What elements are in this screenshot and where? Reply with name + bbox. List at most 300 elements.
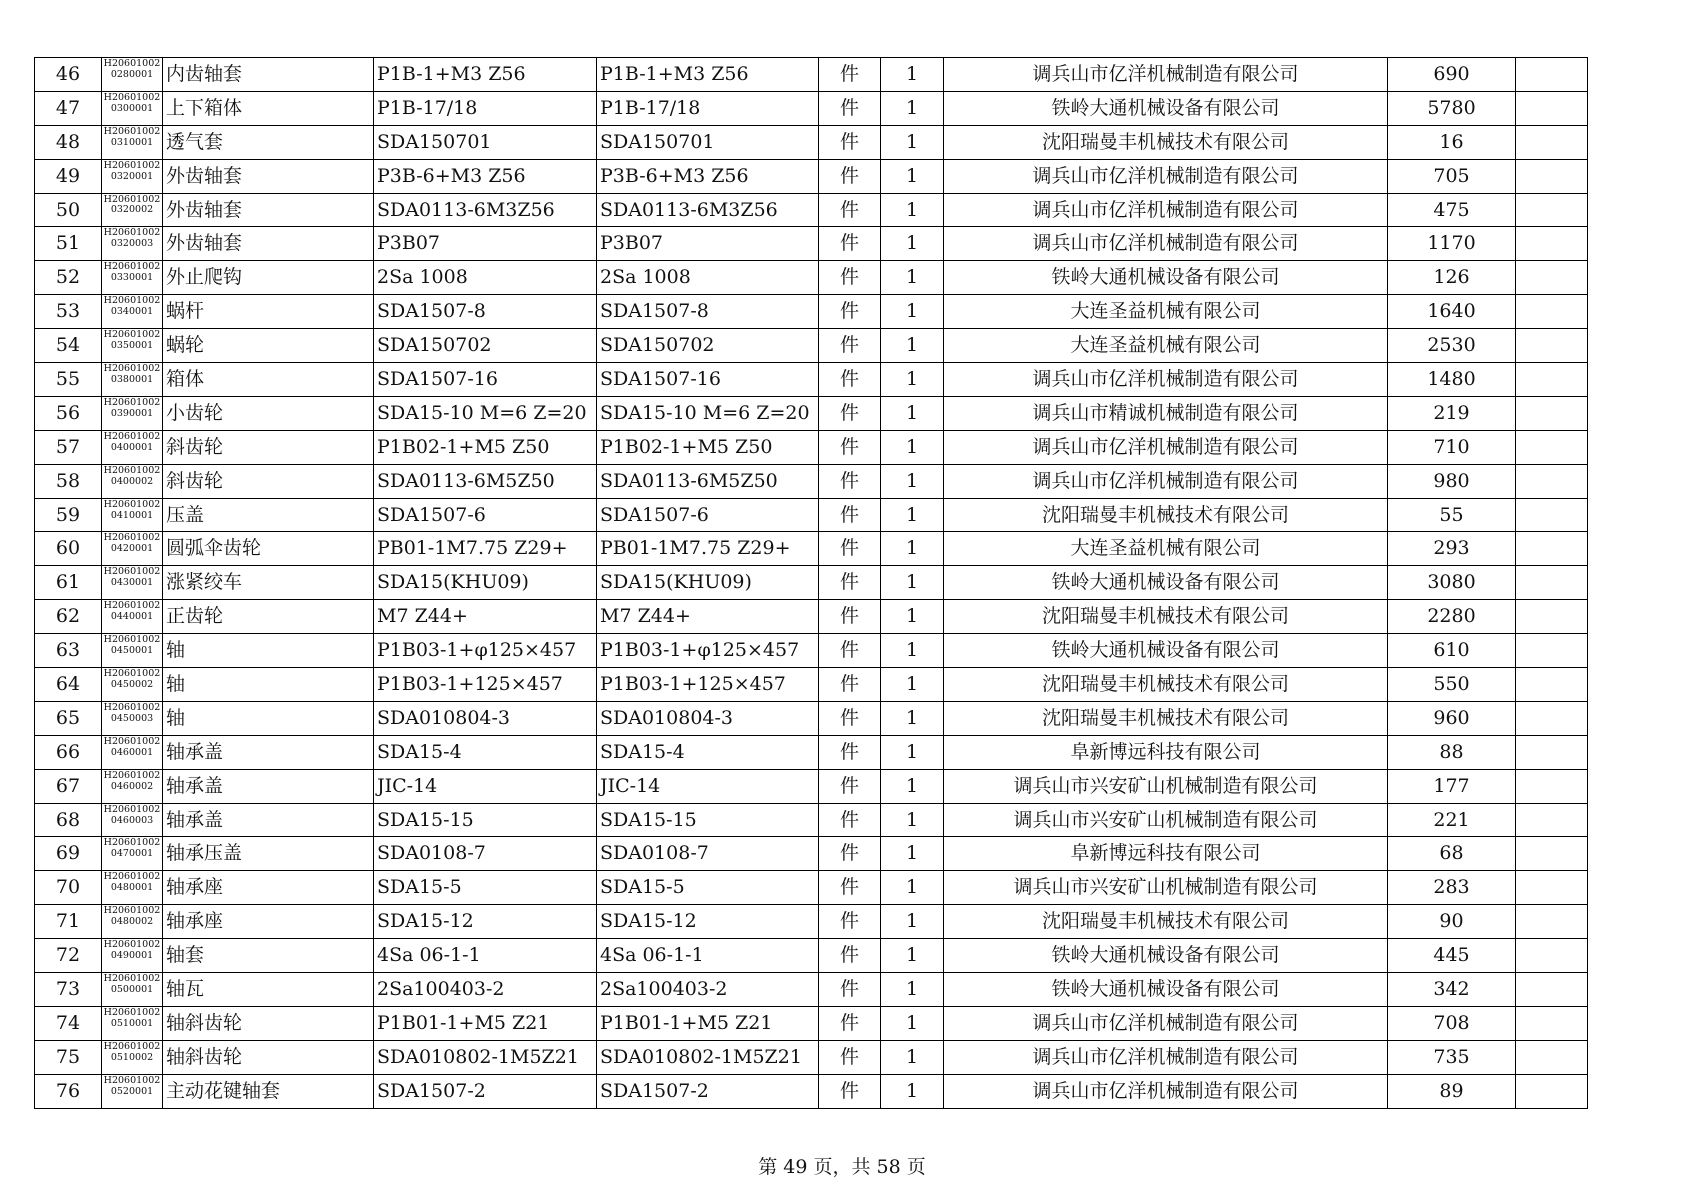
quantity-cell: 1 [881, 498, 944, 532]
part-model-cell: SDA15-4 [597, 735, 819, 769]
page-footer: 第 49 页，共 58 页 [758, 1156, 926, 1178]
material-code-top: H20601002 [103, 464, 161, 476]
part-model-cell: P3B07 [597, 227, 819, 261]
material-code-top: H20601002 [103, 871, 161, 883]
part-name-cell: 外止爬钩 [163, 261, 374, 295]
material-code-cell [102, 668, 163, 702]
quantity-cell: 1 [881, 1074, 944, 1108]
part-spec-cell: SDA15-4 [374, 735, 597, 769]
row-index-cell: 76 [35, 1074, 102, 1108]
row-index-cell: 54 [35, 329, 102, 363]
material-code-bottom: 0490001 [110, 950, 154, 962]
unit-cell: 件 [819, 1040, 881, 1074]
part-name-cell: 轴斜齿轮 [163, 1040, 374, 1074]
material-code-top: H20601002 [103, 329, 161, 341]
material-code-bottom: 0510002 [110, 1051, 154, 1063]
part-model-cell: SDA010802-1M5Z21 [597, 1040, 819, 1074]
part-model-cell: PB01-1M7.75 Z29+ [597, 532, 819, 566]
price-cell: 710 [1388, 430, 1516, 464]
material-code-top: H20601002 [103, 261, 161, 273]
material-code-top: H20601002 [103, 634, 161, 646]
material-code-bottom: 0460003 [110, 814, 154, 826]
table-row [35, 871, 1588, 905]
unit-cell: 件 [819, 1074, 881, 1108]
row-index-cell: 73 [35, 973, 102, 1007]
part-name-cell: 箱体 [163, 363, 374, 397]
part-spec-cell: SDA15-12 [374, 905, 597, 939]
table-row [35, 634, 1588, 668]
material-code-top: H20601002 [103, 125, 161, 137]
price-cell: 475 [1388, 193, 1516, 227]
material-code-cell [102, 193, 163, 227]
unit-cell: 件 [819, 125, 881, 159]
note-cell [1516, 701, 1588, 735]
price-cell: 705 [1388, 159, 1516, 193]
price-cell: 5780 [1388, 91, 1516, 125]
supplier-cell: 调兵山市兴安矿山机械制造有限公司 [944, 871, 1388, 905]
parts-table [34, 57, 1588, 1109]
supplier-cell: 铁岭大通机械设备有限公司 [944, 973, 1388, 1007]
note-cell [1516, 837, 1588, 871]
price-cell: 1480 [1388, 363, 1516, 397]
supplier-cell: 调兵山市亿洋机械制造有限公司 [944, 58, 1388, 92]
note-cell [1516, 464, 1588, 498]
part-model-cell: 2Sa100403-2 [597, 973, 819, 1007]
quantity-cell: 1 [881, 396, 944, 430]
material-code-cell [102, 329, 163, 363]
note-cell [1516, 125, 1588, 159]
material-code-bottom: 0450003 [110, 712, 154, 724]
unit-cell: 件 [819, 939, 881, 973]
material-code-top: H20601002 [103, 159, 161, 171]
material-code-top: H20601002 [103, 1074, 161, 1086]
supplier-cell: 调兵山市亿洋机械制造有限公司 [944, 464, 1388, 498]
part-spec-cell: SDA15-10 M=6 Z=20 [374, 396, 597, 430]
material-code-top: H20601002 [103, 363, 161, 375]
quantity-cell: 1 [881, 193, 944, 227]
part-name-cell: 轴套 [163, 939, 374, 973]
part-model-cell: SDA15-5 [597, 871, 819, 905]
part-model-cell: SDA150701 [597, 125, 819, 159]
material-code-cell [102, 363, 163, 397]
unit-cell: 件 [819, 1006, 881, 1040]
row-index-cell: 52 [35, 261, 102, 295]
unit-cell: 件 [819, 532, 881, 566]
material-code-bottom: 0380001 [110, 373, 154, 385]
part-name-cell: 轴承座 [163, 871, 374, 905]
part-name-cell: 轴承压盖 [163, 837, 374, 871]
row-index-cell: 62 [35, 600, 102, 634]
price-cell: 708 [1388, 1006, 1516, 1040]
table-row [35, 498, 1588, 532]
part-model-cell: SDA010804-3 [597, 701, 819, 735]
part-name-cell: 轴承座 [163, 905, 374, 939]
row-index-cell: 55 [35, 363, 102, 397]
table-row [35, 125, 1588, 159]
price-cell: 980 [1388, 464, 1516, 498]
table-row [35, 600, 1588, 634]
part-name-cell: 轴承盖 [163, 735, 374, 769]
material-code-cell [102, 735, 163, 769]
unit-cell: 件 [819, 973, 881, 1007]
price-cell: 16 [1388, 125, 1516, 159]
quantity-cell: 1 [881, 973, 944, 1007]
price-cell: 126 [1388, 261, 1516, 295]
note-cell [1516, 159, 1588, 193]
part-name-cell: 内齿轴套 [163, 58, 374, 92]
quantity-cell: 1 [881, 363, 944, 397]
price-cell: 1640 [1388, 295, 1516, 329]
note-cell [1516, 1074, 1588, 1108]
material-code-bottom: 0410001 [110, 509, 154, 521]
part-spec-cell: P1B-17/18 [374, 91, 597, 125]
table-row [35, 1074, 1588, 1108]
row-index-cell: 65 [35, 701, 102, 735]
table-row [35, 939, 1588, 973]
row-index-cell: 75 [35, 1040, 102, 1074]
material-code-bottom: 0440001 [110, 611, 154, 623]
price-cell: 55 [1388, 498, 1516, 532]
quantity-cell: 1 [881, 600, 944, 634]
row-index-cell: 60 [35, 532, 102, 566]
supplier-cell: 大连圣益机械有限公司 [944, 532, 1388, 566]
price-cell: 550 [1388, 668, 1516, 702]
row-index-cell: 70 [35, 871, 102, 905]
unit-cell: 件 [819, 803, 881, 837]
supplier-cell: 调兵山市亿洋机械制造有限公司 [944, 1074, 1388, 1108]
part-name-cell: 轴 [163, 668, 374, 702]
note-cell [1516, 498, 1588, 532]
table-row [35, 701, 1588, 735]
quantity-cell: 1 [881, 227, 944, 261]
material-code-top: H20601002 [103, 430, 161, 442]
supplier-cell: 铁岭大通机械设备有限公司 [944, 566, 1388, 600]
material-code-bottom: 0480002 [110, 916, 154, 928]
supplier-cell: 大连圣益机械有限公司 [944, 295, 1388, 329]
part-spec-cell: P1B-1+M3 Z56 [374, 58, 597, 92]
material-code-bottom: 0400001 [110, 441, 154, 453]
table-row [35, 363, 1588, 397]
table-row [35, 261, 1588, 295]
part-name-cell: 轴 [163, 634, 374, 668]
part-spec-cell: SDA15-15 [374, 803, 597, 837]
part-spec-cell: SDA150702 [374, 329, 597, 363]
table-row [35, 329, 1588, 363]
supplier-cell: 铁岭大通机械设备有限公司 [944, 939, 1388, 973]
material-code-top: H20601002 [103, 227, 161, 239]
material-code-top: H20601002 [103, 668, 161, 680]
material-code-bottom: 0510001 [110, 1017, 154, 1029]
parts-table-body [35, 58, 1588, 1109]
quantity-cell: 1 [881, 701, 944, 735]
part-model-cell: P1B03-1+125×457 [597, 668, 819, 702]
price-cell: 342 [1388, 973, 1516, 1007]
supplier-cell: 沈阳瑞曼丰机械技术有限公司 [944, 701, 1388, 735]
row-index-cell: 68 [35, 803, 102, 837]
material-code-top: H20601002 [103, 193, 161, 205]
table-row [35, 837, 1588, 871]
part-model-cell: SDA0113-6M3Z56 [597, 193, 819, 227]
part-spec-cell: P1B03-1+φ125×457 [374, 634, 597, 668]
price-cell: 221 [1388, 803, 1516, 837]
unit-cell: 件 [819, 634, 881, 668]
part-name-cell: 斜齿轮 [163, 464, 374, 498]
material-code-cell [102, 430, 163, 464]
material-code-bottom: 0310001 [110, 136, 154, 148]
part-spec-cell: P1B01-1+M5 Z21 [374, 1006, 597, 1040]
quantity-cell: 1 [881, 295, 944, 329]
material-code-top: H20601002 [103, 396, 161, 408]
material-code-bottom: 0500001 [110, 983, 154, 995]
table-row [35, 566, 1588, 600]
part-name-cell: 透气套 [163, 125, 374, 159]
material-code-top: H20601002 [103, 600, 161, 612]
row-index-cell: 50 [35, 193, 102, 227]
material-code-bottom: 0300001 [110, 102, 154, 114]
unit-cell: 件 [819, 769, 881, 803]
row-index-cell: 49 [35, 159, 102, 193]
material-code-bottom: 0450001 [110, 645, 154, 657]
unit-cell: 件 [819, 498, 881, 532]
note-cell [1516, 532, 1588, 566]
unit-cell: 件 [819, 735, 881, 769]
quantity-cell: 1 [881, 769, 944, 803]
part-model-cell: P1B-1+M3 Z56 [597, 58, 819, 92]
material-code-cell [102, 973, 163, 1007]
quantity-cell: 1 [881, 430, 944, 464]
unit-cell: 件 [819, 701, 881, 735]
unit-cell: 件 [819, 295, 881, 329]
unit-cell: 件 [819, 464, 881, 498]
row-index-cell: 69 [35, 837, 102, 871]
supplier-cell: 调兵山市精诚机械制造有限公司 [944, 396, 1388, 430]
material-code-top: H20601002 [103, 498, 161, 510]
material-code-top: H20601002 [103, 939, 161, 951]
price-cell: 283 [1388, 871, 1516, 905]
note-cell [1516, 1040, 1588, 1074]
part-model-cell: SDA1507-16 [597, 363, 819, 397]
material-code-bottom: 0460002 [110, 780, 154, 792]
part-model-cell: SDA15-15 [597, 803, 819, 837]
table-row [35, 430, 1588, 464]
note-cell [1516, 430, 1588, 464]
part-name-cell: 斜齿轮 [163, 430, 374, 464]
part-name-cell: 轴承盖 [163, 803, 374, 837]
quantity-cell: 1 [881, 91, 944, 125]
quantity-cell: 1 [881, 837, 944, 871]
row-index-cell: 46 [35, 58, 102, 92]
row-index-cell: 63 [35, 634, 102, 668]
quantity-cell: 1 [881, 735, 944, 769]
material-code-top: H20601002 [103, 837, 161, 849]
part-model-cell: P1B-17/18 [597, 91, 819, 125]
part-name-cell: 外齿轴套 [163, 227, 374, 261]
material-code-bottom: 0430001 [110, 577, 154, 589]
part-spec-cell: SDA0108-7 [374, 837, 597, 871]
material-code-cell [102, 1040, 163, 1074]
part-name-cell: 轴瓦 [163, 973, 374, 1007]
note-cell [1516, 735, 1588, 769]
row-index-cell: 64 [35, 668, 102, 702]
supplier-cell: 铁岭大通机械设备有限公司 [944, 91, 1388, 125]
part-spec-cell: SDA0113-6M3Z56 [374, 193, 597, 227]
quantity-cell: 1 [881, 159, 944, 193]
material-code-top: H20601002 [103, 295, 161, 307]
quantity-cell: 1 [881, 1006, 944, 1040]
row-index-cell: 67 [35, 769, 102, 803]
supplier-cell: 调兵山市亿洋机械制造有限公司 [944, 1006, 1388, 1040]
row-index-cell: 53 [35, 295, 102, 329]
material-code-top: H20601002 [103, 769, 161, 781]
note-cell [1516, 193, 1588, 227]
supplier-cell: 沈阳瑞曼丰机械技术有限公司 [944, 905, 1388, 939]
note-cell [1516, 939, 1588, 973]
table-row [35, 803, 1588, 837]
part-name-cell: 圆弧伞齿轮 [163, 532, 374, 566]
part-spec-cell: SDA15(KHU09) [374, 566, 597, 600]
quantity-cell: 1 [881, 668, 944, 702]
material-code-bottom: 0280001 [110, 68, 154, 80]
quantity-cell: 1 [881, 329, 944, 363]
material-code-bottom: 0400002 [110, 475, 154, 487]
table-row [35, 227, 1588, 261]
note-cell [1516, 363, 1588, 397]
supplier-cell: 铁岭大通机械设备有限公司 [944, 634, 1388, 668]
price-cell: 3080 [1388, 566, 1516, 600]
quantity-cell: 1 [881, 125, 944, 159]
quantity-cell: 1 [881, 905, 944, 939]
quantity-cell: 1 [881, 871, 944, 905]
supplier-cell: 调兵山市亿洋机械制造有限公司 [944, 227, 1388, 261]
table-row [35, 464, 1588, 498]
part-name-cell: 外齿轴套 [163, 193, 374, 227]
material-code-top: H20601002 [103, 1006, 161, 1018]
material-code-top: H20601002 [103, 803, 161, 815]
supplier-cell: 调兵山市亿洋机械制造有限公司 [944, 430, 1388, 464]
part-spec-cell: SDA1507-6 [374, 498, 597, 532]
supplier-cell: 大连圣益机械有限公司 [944, 329, 1388, 363]
material-code-bottom: 0520001 [110, 1085, 154, 1097]
material-code-bottom: 0350001 [110, 340, 154, 352]
supplier-cell: 调兵山市亿洋机械制造有限公司 [944, 363, 1388, 397]
quantity-cell: 1 [881, 939, 944, 973]
part-spec-cell: SDA1507-16 [374, 363, 597, 397]
material-code-bottom: 0390001 [110, 407, 154, 419]
row-index-cell: 58 [35, 464, 102, 498]
table-row [35, 91, 1588, 125]
material-code-cell [102, 837, 163, 871]
part-name-cell: 涨紧绞车 [163, 566, 374, 600]
table-row [35, 905, 1588, 939]
supplier-cell: 调兵山市亿洋机械制造有限公司 [944, 159, 1388, 193]
part-name-cell: 小齿轮 [163, 396, 374, 430]
material-code-cell [102, 871, 163, 905]
part-model-cell: P3B-6+M3 Z56 [597, 159, 819, 193]
part-name-cell: 上下箱体 [163, 91, 374, 125]
part-model-cell: P1B01-1+M5 Z21 [597, 1006, 819, 1040]
material-code-cell [102, 1074, 163, 1108]
part-name-cell: 蜗轮 [163, 329, 374, 363]
note-cell [1516, 1006, 1588, 1040]
note-cell [1516, 227, 1588, 261]
part-model-cell: 4Sa 06-1-1 [597, 939, 819, 973]
material-code-cell [102, 1006, 163, 1040]
material-code-top: H20601002 [103, 58, 161, 69]
part-spec-cell: SDA1507-8 [374, 295, 597, 329]
price-cell: 2530 [1388, 329, 1516, 363]
part-spec-cell: P3B-6+M3 Z56 [374, 159, 597, 193]
material-code-cell [102, 532, 163, 566]
quantity-cell: 1 [881, 532, 944, 566]
supplier-cell: 调兵山市亿洋机械制造有限公司 [944, 1040, 1388, 1074]
part-model-cell: SDA0113-6M5Z50 [597, 464, 819, 498]
row-index-cell: 74 [35, 1006, 102, 1040]
table-row [35, 1040, 1588, 1074]
unit-cell: 件 [819, 668, 881, 702]
part-model-cell: SDA150702 [597, 329, 819, 363]
price-cell: 960 [1388, 701, 1516, 735]
price-cell: 690 [1388, 58, 1516, 92]
row-index-cell: 56 [35, 396, 102, 430]
part-model-cell: M7 Z44+ [597, 600, 819, 634]
quantity-cell: 1 [881, 803, 944, 837]
unit-cell: 件 [819, 58, 881, 92]
quantity-cell: 1 [881, 464, 944, 498]
price-cell: 89 [1388, 1074, 1516, 1108]
price-cell: 2280 [1388, 600, 1516, 634]
material-code-top: H20601002 [103, 735, 161, 747]
material-code-top: H20601002 [103, 91, 161, 103]
part-spec-cell: 4Sa 06-1-1 [374, 939, 597, 973]
table-row [35, 668, 1588, 702]
unit-cell: 件 [819, 566, 881, 600]
unit-cell: 件 [819, 227, 881, 261]
supplier-cell: 铁岭大通机械设备有限公司 [944, 261, 1388, 295]
note-cell [1516, 295, 1588, 329]
row-index-cell: 61 [35, 566, 102, 600]
price-cell: 68 [1388, 837, 1516, 871]
material-code-cell [102, 498, 163, 532]
row-index-cell: 48 [35, 125, 102, 159]
note-cell [1516, 973, 1588, 1007]
supplier-cell: 调兵山市兴安矿山机械制造有限公司 [944, 803, 1388, 837]
unit-cell: 件 [819, 261, 881, 295]
quantity-cell: 1 [881, 566, 944, 600]
material-code-cell [102, 464, 163, 498]
material-code-cell [102, 600, 163, 634]
part-model-cell: SDA1507-8 [597, 295, 819, 329]
material-code-bottom: 0420001 [110, 543, 154, 555]
material-code-top: H20601002 [103, 532, 161, 544]
quantity-cell: 1 [881, 1040, 944, 1074]
material-code-cell [102, 125, 163, 159]
material-code-top: H20601002 [103, 973, 161, 985]
note-cell [1516, 668, 1588, 702]
part-name-cell: 轴斜齿轮 [163, 1006, 374, 1040]
supplier-cell: 阜新博远科技有限公司 [944, 735, 1388, 769]
unit-cell: 件 [819, 329, 881, 363]
part-name-cell: 轴承盖 [163, 769, 374, 803]
material-code-cell [102, 701, 163, 735]
supplier-cell: 阜新博远科技有限公司 [944, 837, 1388, 871]
table-row [35, 769, 1588, 803]
unit-cell: 件 [819, 430, 881, 464]
material-code-cell [102, 566, 163, 600]
note-cell [1516, 261, 1588, 295]
supplier-cell: 调兵山市亿洋机械制造有限公司 [944, 193, 1388, 227]
part-name-cell: 外齿轴套 [163, 159, 374, 193]
price-cell: 88 [1388, 735, 1516, 769]
